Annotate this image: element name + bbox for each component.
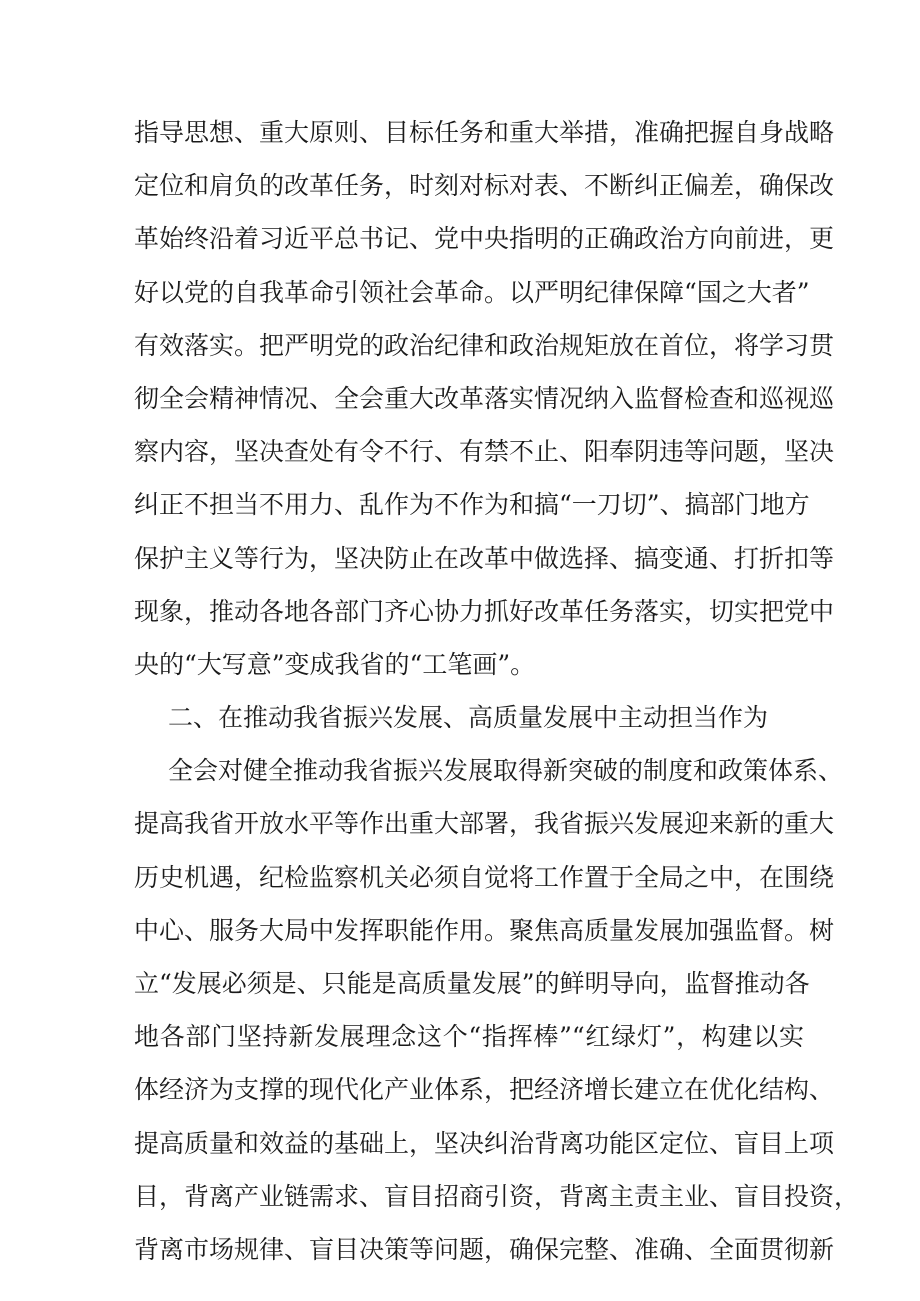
section-heading: 二、在推动我省振兴发展、高质量发展中主动担当作为	[168, 703, 769, 733]
text-line: 现象，推动各地各部门齐心协力抓好改革任务落实，切实把党中	[134, 596, 835, 626]
body-text	[134, 106, 860, 1276]
text-line: 背离市场规律、盲目决策等问题，确保完整、准确、全面贯彻新	[134, 1234, 835, 1264]
text-line: 指导思想、重大原则、目标任务和重大举措，准确把握自身战略	[134, 118, 835, 147]
text-line: 立“发展必须是、只能是高质量发展”的鲜明导向，监督推动各	[134, 969, 810, 998]
text-line: 全会对健全推动我省振兴发展取得新突破的制度和政策体系、	[168, 756, 844, 786]
text-line: 革始终沿着习近平总书记、党中央指明的正确政治方向前进，更	[134, 224, 835, 254]
text-line: 地各部门坚持新发展理念这个“指挥棒”“红绿灯”，构建以实	[134, 1022, 804, 1052]
text-line: 提高我省开放水平等作出重大部署，我省振兴发展迎来新的重大	[134, 809, 835, 839]
text-line: 定位和肩负的改革任务，时刻对标对表、不断纠正偏差，确保改	[134, 171, 835, 201]
text-line: 彻全会精神情况、全会重大改革落实情况纳入监督检查和巡视巡	[134, 383, 835, 413]
text-line: 提高质量和效益的基础上，坚决纠治背离功能区定位、盲目上项	[134, 1128, 835, 1158]
text-line: 央的“大写意”变成我省的“工笔画”。	[134, 649, 536, 679]
text-line: 好以党的自我革命引领社会革命。以严明纪律保障“国之大者”	[134, 277, 810, 307]
text-line: 历史机遇，纪检监察机关必须自觉将工作置于全局之中，在围绕	[134, 862, 835, 892]
text-line: 中心、服务大局中发挥职能作用。聚焦高质量发展加强监督。树	[134, 915, 835, 945]
text-line: 察内容，坚决查处有令不行、有禁不止、阳奉阴违等问题，坚决	[134, 437, 835, 467]
text-line: 保护主义等行为，坚决防止在改革中做选择、搞变通、打折扣等	[134, 543, 835, 573]
text-line: 体经济为支撑的现代化产业体系，把经济增长建立在优化结构、	[134, 1075, 835, 1105]
text-line: 有效落实。把严明党的政治纪律和政治规矩放在首位，将学习贯	[134, 330, 835, 360]
text-line: 目，背离产业链需求、盲目招商引资，背离主责主业、盲目投资，	[134, 1181, 860, 1211]
text-line: 纠正不担当不用力、乱作为不作为和搞“一刀切”、搞部门地方	[134, 490, 810, 520]
